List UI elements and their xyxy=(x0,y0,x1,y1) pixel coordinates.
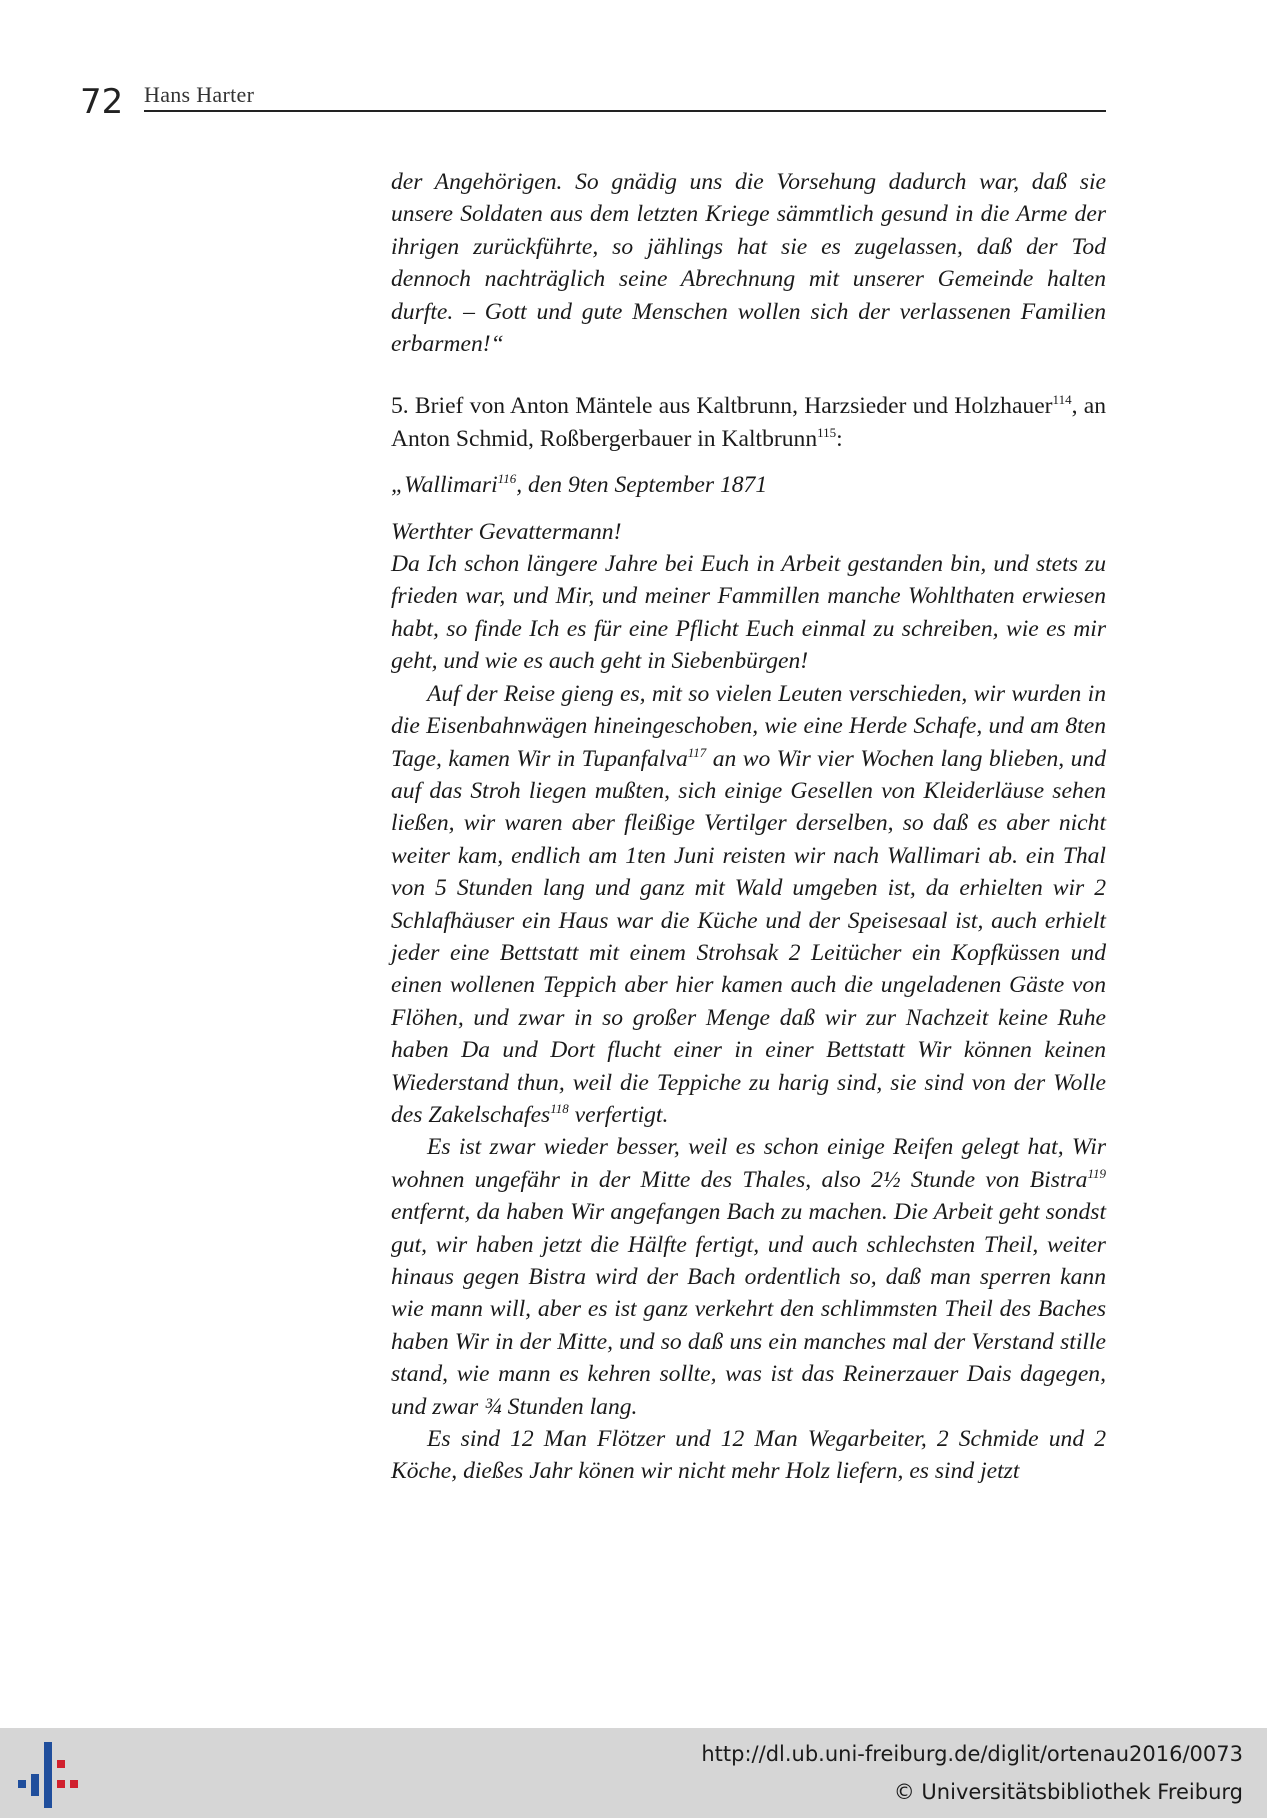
letter-salutation: Werthter Gevattermann! xyxy=(391,518,622,545)
permalink-url[interactable]: http://dl.ub.uni-freiburg.de/diglit/ortenau2016/0073 xyxy=(701,1742,1243,1766)
ub-freiburg-logo-icon xyxy=(14,1740,84,1810)
letter-paragraph-3: Es ist zwar wieder besser, weil es schon einige Reifen gelegt hat, Wir wohnen ungefähr in der Mitte des Thales, also 2½ Stunde von Bistra$^{119}$ entfernt, da haben Wir angefangen Bach zu machen. Die Arbeit geht sondst gut, wir haben jetzt die Hälfte fertigt, und auch schlechsten Theil, weiter hinaus gegen Bistra wird der Bach ordentlich so, daß man sperren kann wie mann will, aber es ist ganz verkehrt den schlimmsten Theil des Baches haben Wir in der Mitte, und so daß uns ein manches mal der Verstand stille stand, wie mann es kehren sollte, was ist das Reinerzauer Dais dagegen, und zwar ¾ Stunden lang. xyxy=(391,1134,1106,1420)
quote-ending: der Angehörigen. So gnädig uns die Vorsehung dadurch war, daß sie unsere Soldaten aus dem letzten Kriege sämmtlich gesund in die Arme der ihrigen zurückführte, so jählings hat sie es zugelassen, daß der Tod dennoch nachträglich seine Abrechnung mit unserer Gemeinde halten durfte. – Gott und gute Menschen wollen sich der verlassenen Familien erbarmen!“ xyxy=(391,169,1106,358)
header-rule xyxy=(144,110,1106,112)
running-head: Hans Harter xyxy=(144,82,255,107)
footnote-ref-119: 119 xyxy=(1087,1165,1106,1181)
footnote-ref-116: 116 xyxy=(497,471,517,487)
footnote-ref-115: 115 xyxy=(817,424,837,440)
main-text xyxy=(391,166,1106,1488)
letter-heading: 5. Brief von Anton Mäntele aus Kaltbrunn, Harzsieder und Holzhauer$^{114}$, an Anton Schmid, Roßbergerbauer in Kaltbrunn$^{115}$: xyxy=(391,392,1106,452)
footnote-ref-117: 117 xyxy=(687,744,707,760)
page-number: 72 xyxy=(80,82,124,122)
digitization-footer xyxy=(0,1728,1267,1818)
footnote-ref-118: 118 xyxy=(550,1100,569,1116)
letter-dateline: „Wallimari$^{116}$, den 9ten September 1871 xyxy=(391,471,768,499)
page-header xyxy=(80,72,1106,122)
letter-paragraph-4: Es sind 12 Man Flötzer und 12 Man Wegarbeiter, 2 Schmide und 2 Köche, dießes Jahr könen wir nicht mehr Holz liefern, es sind jetzt xyxy=(391,1426,1106,1485)
footnote-ref-114: 114 xyxy=(1052,392,1072,408)
copyright-notice: © Universitätsbibliothek Freiburg xyxy=(893,1780,1243,1804)
letter-paragraph-1: Da Ich schon längere Jahre bei Euch in Arbeit gestanden bin, und stets zu frieden war, und Mir, und meiner Fammillen manche Wohlthaten erwiesen habt, so finde Ich es für eine Pflicht Euch einmal zu schreiben, wie es mir geht, und wie es auch geht in Siebenbürgen! xyxy=(391,551,1106,675)
letter-paragraph-2: Auf der Reise gieng es, mit so vielen Leuten verschieden, wir wurden in die Eisenbahnwägen hineingeschoben, wie eine Herde Schafe, und am 8ten Tage, kamen Wir in Tupanfalva$^{117}$ an wo Wir vier Wochen lang blieben, und auf das Stroh liegen mußten, sich einige Gesellen von Kleiderläuse sehen ließen, wir waren aber fleißige Vertilger derselben, so daß es aber nicht weiter kam, endlich am 1ten Juni reisten wir nach Wallimari ab. ein Thal von 5 Stunden lang und ganz mit Wald umgeben ist, da erhielten wir 2 Schlafhäuser ein Haus war die Küche und der Speisesaal ist, auch erhielt jeder eine Bettstatt mit einem Strohsak 2 Leitücher ein Kopfküssen und einen wollenen Teppich aber hier kamen auch die ungeladenen Gäste von Flöhen, und zwar in so großer Menge daß wir zur Nachzeit keine Ruhe haben Da und Dort flucht einer in einer Bettstatt Wir können keinen Wiederstand thun, weil die Teppiche zu harig sind, sie sind von der Wolle des Zakelschafes$^{118}$ verfertigt. xyxy=(391,680,1106,1128)
